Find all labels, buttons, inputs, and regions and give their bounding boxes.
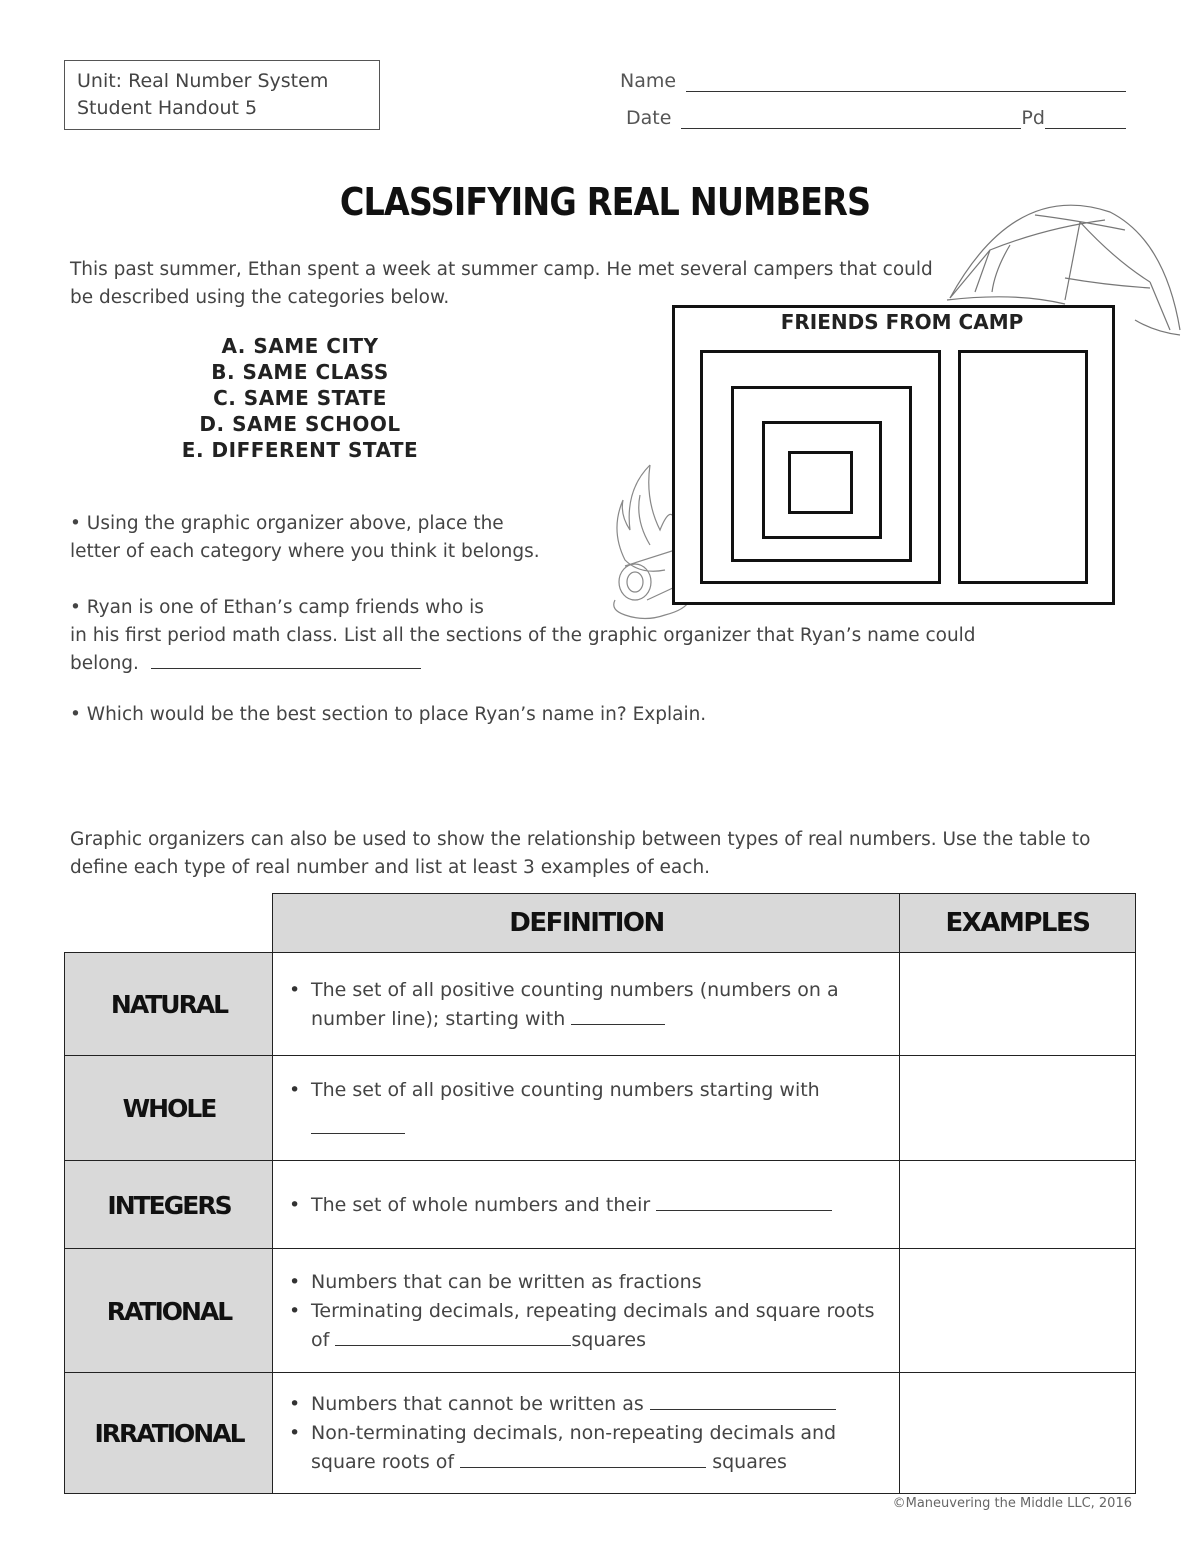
definition-text: The set of all positive counting numbers (numbers on a number line); starting with (311, 978, 839, 1030)
header-examples (899, 893, 1136, 953)
period-field[interactable] (1045, 108, 1126, 129)
category-b: B. SAME CLASS (211, 360, 389, 384)
date-field[interactable] (681, 108, 1021, 129)
row-header-integers (64, 1160, 274, 1250)
question-1 (70, 510, 610, 566)
header-definition (272, 893, 901, 953)
date-row (626, 101, 1126, 129)
question-2 (70, 622, 1140, 678)
question-1-line-1: • Using the graphic organizer above, place the (70, 513, 504, 534)
row-integers-label: INTEGERS (107, 1190, 231, 1220)
name-label: Name (620, 70, 677, 92)
definition-integers-bullet (311, 1191, 880, 1220)
definition-suffix: squares (712, 1450, 787, 1473)
definition-whole (272, 1055, 901, 1162)
real-numbers-table (64, 893, 1136, 1493)
definition-rational-bullet-2 (311, 1297, 880, 1355)
question-2-line-1: • Ryan is one of Ethan’s camp friends who is (70, 597, 484, 618)
examples-natural[interactable] (899, 952, 1136, 1057)
row-irrational-label: IRRATIONAL (94, 1418, 244, 1448)
irrational-blank-1[interactable] (650, 1393, 836, 1410)
row-header-irrational (64, 1372, 274, 1494)
name-field[interactable] (686, 71, 1126, 92)
category-e: E. DIFFERENT STATE (181, 438, 419, 462)
definition-text: The set of all positive counting numbers starting with (311, 1078, 820, 1101)
row-header-whole (64, 1055, 274, 1162)
period-label: Pd (1021, 107, 1045, 129)
row-whole-label: WHOLE (122, 1094, 216, 1123)
category-list (150, 333, 450, 463)
definition-text: Numbers that cannot be written as (311, 1392, 644, 1415)
definition-text: Terminating decimals, repeating decimals and square roots of (311, 1299, 875, 1351)
category-a: A. SAME CITY (221, 334, 379, 358)
definition-rational-bullet-1 (311, 1268, 880, 1297)
category-d: D. SAME SCHOOL (199, 412, 401, 436)
header-definition-label: DEFINITION (509, 908, 664, 938)
unit-info-box (64, 60, 380, 130)
definition-irrational-bullet-1 (311, 1390, 880, 1419)
question-2-answer-blank[interactable] (151, 652, 421, 669)
row-natural-label: NATURAL (110, 990, 228, 1019)
date-label: Date (626, 107, 672, 129)
irrational-blank-2[interactable] (460, 1451, 706, 1468)
definition-whole-bullet (311, 1071, 880, 1147)
question-2-belong-text: belong. (70, 653, 139, 674)
question-3: • Which would be the best section to place Ryan’s name in? Explain. (70, 704, 707, 725)
row-rational-label: RATIONAL (106, 1296, 232, 1326)
definition-irrational-bullet-2 (311, 1419, 880, 1477)
examples-irrational[interactable] (899, 1372, 1136, 1494)
intro-paragraph: This past summer, Ethan spent a week at summer camp. He met several campers that could be described using the categories below. (70, 259, 933, 308)
row-header-natural (64, 952, 274, 1057)
question-1-line-2: letter of each category where you think it belongs. (70, 541, 540, 562)
integers-blank[interactable] (656, 1194, 832, 1211)
examples-rational[interactable] (899, 1248, 1136, 1374)
definition-natural (272, 952, 901, 1057)
unit-title: Unit: Real Number System (77, 70, 329, 92)
organizer-title: FRIENDS FROM CAMP (780, 310, 1024, 334)
definition-text: The set of whole numbers and their (311, 1193, 651, 1216)
category-c: C. SAME STATE (213, 386, 387, 410)
definition-text: Numbers that can be written as fractions (311, 1270, 702, 1293)
header-examples-label: EXAMPLES (945, 908, 1090, 938)
copyright-notice: ©Maneuvering the Middle LLC, 2016 (892, 1496, 1132, 1511)
row-header-rational (64, 1248, 274, 1374)
page-title: CLASSIFYING REAL NUMBERS (339, 180, 871, 224)
question-2-line-3 (70, 650, 1140, 678)
table-instructions: Graphic organizers can also be used to show the relationship between types of real numbers. Use the table to define each type of real number and list at least 3 examples of each. (70, 829, 1091, 878)
examples-whole[interactable] (899, 1055, 1136, 1162)
definition-irrational (272, 1372, 901, 1494)
definition-natural-bullet (311, 976, 880, 1034)
whole-blank[interactable] (311, 1117, 405, 1134)
organizer-box-separate[interactable] (958, 350, 1088, 584)
natural-blank[interactable] (571, 1008, 665, 1025)
question-2-line-2: in his first period math class. List all the sections of the graphic organizer that Ryan’s name could (70, 625, 976, 646)
examples-integers[interactable] (899, 1160, 1136, 1250)
definition-integers (272, 1160, 901, 1250)
definition-text: Non-terminating decimals, non-repeating decimals and square roots of (311, 1421, 837, 1473)
definition-suffix: squares (571, 1328, 647, 1351)
handout-number: Student Handout 5 (77, 97, 258, 119)
organizer-box-level-4[interactable] (788, 451, 853, 514)
definition-rational (272, 1248, 901, 1374)
name-row (620, 64, 1126, 92)
rational-blank[interactable] (335, 1329, 571, 1346)
